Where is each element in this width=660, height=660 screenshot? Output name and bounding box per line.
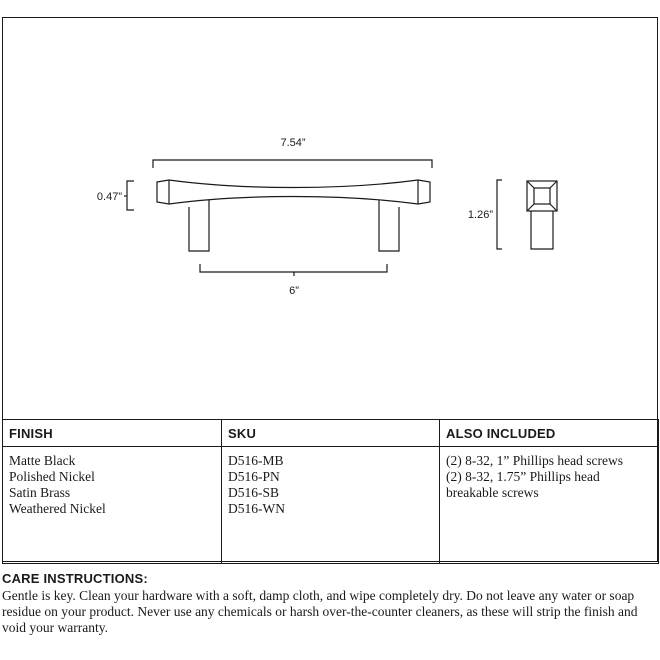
handle-post-left bbox=[189, 200, 209, 251]
included-item: (2) 8-32, 1.75” Phillips head bbox=[446, 469, 600, 484]
handle-post-right bbox=[379, 200, 399, 251]
sku-cell bbox=[222, 447, 440, 564]
also-included-header: ALSO INCLUDED bbox=[440, 420, 659, 447]
projection-dimension-line bbox=[497, 180, 502, 249]
spec-table bbox=[2, 419, 659, 564]
center-dimension-line bbox=[200, 264, 387, 272]
length-dimension-line bbox=[153, 160, 432, 168]
finish-item: Polished Nickel bbox=[9, 469, 95, 484]
end-view-cap-inner bbox=[534, 188, 550, 204]
included-item: breakable screws bbox=[446, 485, 539, 500]
projection-label: 1.26” bbox=[467, 209, 493, 221]
center-to-center-label: 6” bbox=[289, 285, 299, 297]
finish-item: Weathered Nickel bbox=[9, 501, 106, 516]
technical-drawing bbox=[3, 18, 659, 418]
table-header-row bbox=[3, 420, 659, 447]
handle-bar bbox=[157, 180, 430, 204]
spec-sheet bbox=[2, 17, 658, 562]
finish-header: FINISH bbox=[3, 420, 222, 447]
care-text: Gentle is key. Clean your hardware with a soft, damp cloth, and wipe completely dry. Do not leave any water or soap residue on your product. Never use any chemicals or harsh over-the-counter cleaners, as these will strip the finish and void your warranty. bbox=[2, 588, 638, 635]
overall-length-label: 7.54” bbox=[280, 137, 306, 149]
table-row bbox=[3, 447, 659, 564]
care-instructions bbox=[2, 571, 658, 636]
sku-header: SKU bbox=[222, 420, 440, 447]
sku-item: D516-SB bbox=[228, 485, 280, 500]
height-dimension-line bbox=[127, 181, 134, 210]
height-label: 0.47” bbox=[96, 191, 122, 203]
also-included-cell bbox=[440, 447, 659, 564]
sku-item: D516-PN bbox=[228, 469, 280, 484]
sku-item: D516-MB bbox=[228, 453, 284, 468]
finish-item: Satin Brass bbox=[9, 485, 71, 500]
sku-item: D516-WN bbox=[228, 501, 285, 516]
end-view-post bbox=[531, 211, 553, 249]
care-title: CARE INSTRUCTIONS: bbox=[2, 571, 148, 586]
finish-cell bbox=[3, 447, 222, 564]
included-item: (2) 8-32, 1” Phillips head screws bbox=[446, 453, 623, 468]
finish-item: Matte Black bbox=[9, 453, 76, 468]
